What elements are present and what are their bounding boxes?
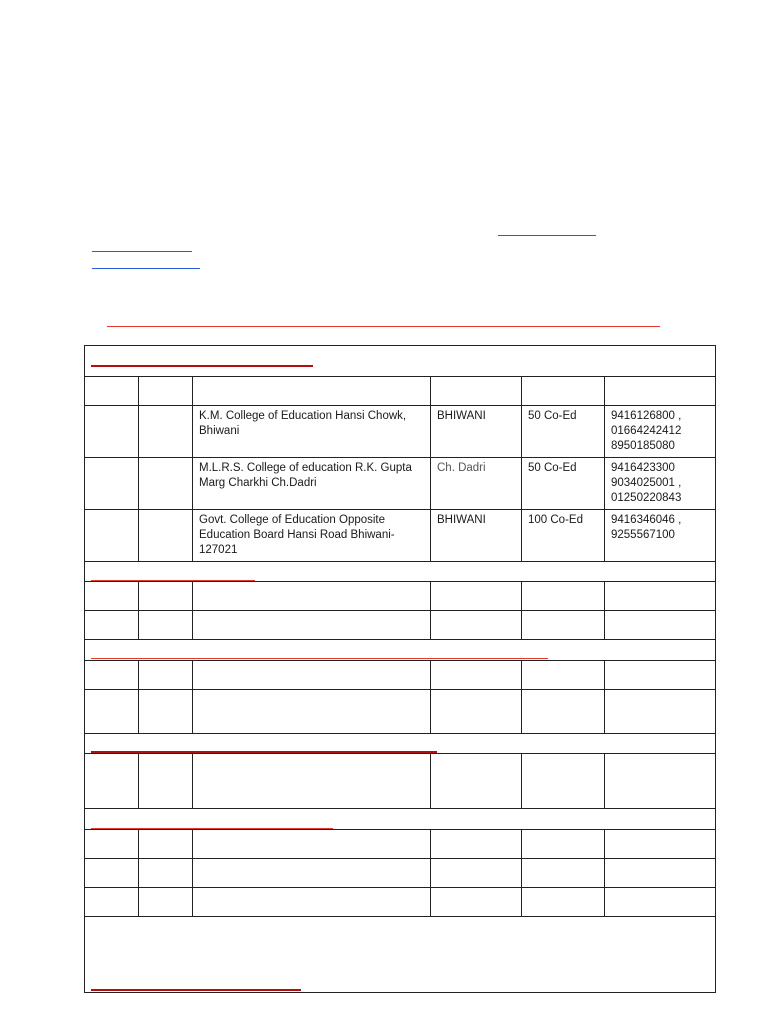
link-underline-2[interactable] (92, 251, 192, 252)
link-underline-3[interactable] (92, 268, 200, 269)
table-row (85, 510, 716, 562)
table-row (85, 611, 716, 640)
table-row (85, 406, 716, 458)
district: BHIWANI (431, 510, 522, 562)
section-header-2 (85, 562, 716, 582)
phone: 01664242412 (611, 425, 682, 437)
seats: 100 Co-Ed (522, 510, 605, 562)
table-row (85, 582, 716, 611)
table-row (85, 458, 716, 510)
phone: 9416126800 , (611, 410, 682, 422)
table-row (85, 888, 716, 917)
table-row (85, 859, 716, 888)
section-underline-3 (91, 658, 548, 659)
college-name: Govt. College of Education Opposite Education Board Hansi Road Bhiwani-127021 (193, 510, 431, 562)
phone: 9034025001 , (611, 477, 682, 489)
cell-blank (85, 510, 139, 562)
phones (605, 406, 716, 458)
cell-blank (139, 510, 193, 562)
cell-blank (139, 458, 193, 510)
table-row (85, 830, 716, 859)
phone: 9416423300 (611, 462, 675, 474)
college-name: K.M. College of Education Hansi Chowk, Bhiwani (193, 406, 431, 458)
phones (605, 510, 716, 562)
phone: 9255567100 (611, 529, 675, 541)
district: Ch. Dadri (431, 458, 522, 510)
phone: 8950185080 (611, 440, 675, 452)
phone: 9416346046 , (611, 514, 682, 526)
section-underline-2 (91, 580, 255, 581)
table-row (85, 661, 716, 690)
section-header-5 (85, 809, 716, 830)
section-header-3 (85, 640, 716, 661)
college-name: M.L.R.S. College of education R.K. Gupta Marg Charkhi Ch.Dadri (193, 458, 431, 510)
cell-blank (85, 406, 139, 458)
link-underline-1[interactable] (498, 235, 596, 236)
cell-blank (139, 406, 193, 458)
heading-underline (107, 326, 660, 327)
seats: 50 Co-Ed (522, 458, 605, 510)
section-underline-4 (91, 751, 437, 753)
section-underline-6 (91, 989, 301, 991)
seats: 50 Co-Ed (522, 406, 605, 458)
section-header-4 (85, 734, 716, 754)
college-table (84, 345, 716, 993)
table-row (85, 690, 716, 734)
phones (605, 458, 716, 510)
footer-block (85, 917, 716, 993)
section-underline-1 (91, 365, 313, 367)
table-header-row (85, 377, 716, 406)
section-header-1 (85, 346, 716, 377)
district: BHIWANI (431, 406, 522, 458)
phone: 01250220843 (611, 492, 682, 504)
cell-blank (85, 458, 139, 510)
section-underline-5 (91, 828, 333, 829)
table-row (85, 754, 716, 809)
